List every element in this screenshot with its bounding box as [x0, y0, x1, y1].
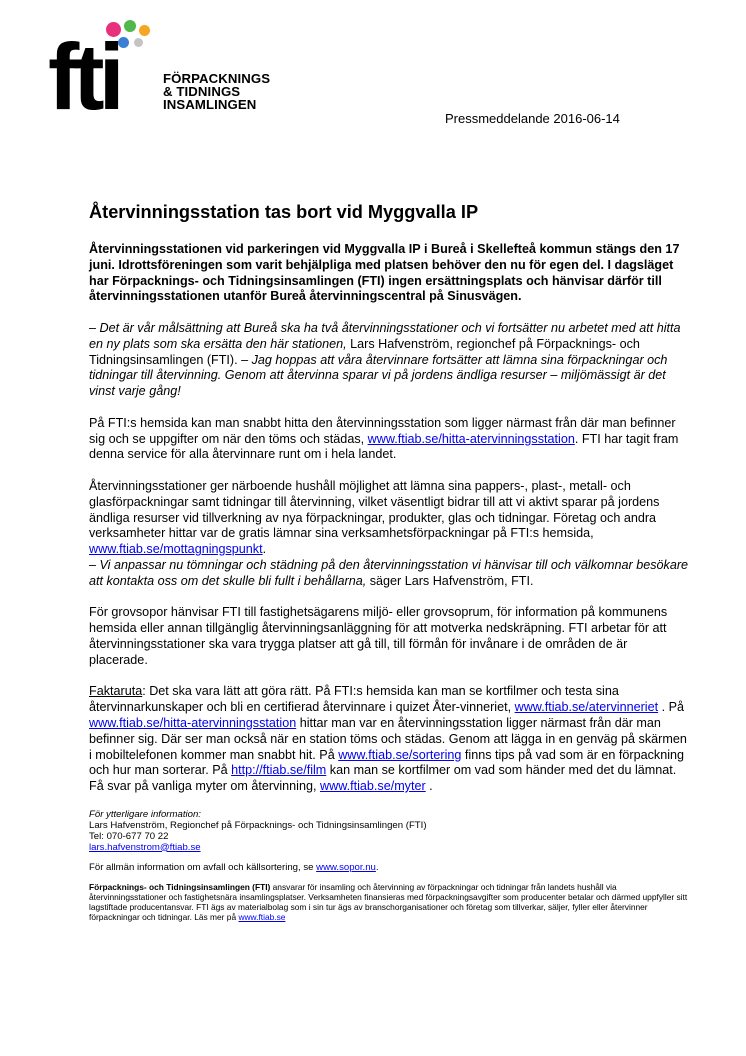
- logo-tagline-line: & TIDNINGS: [163, 84, 241, 99]
- logo-tagline-line: FÖRPACKNINGS: [163, 71, 271, 86]
- fact-box: [89, 684, 689, 795]
- fti-logo: [48, 16, 288, 129]
- paragraph-text: Lars Hafvenström, regionchef på Förpacknings- och Tidningsinsamlingen (FTI).: [89, 336, 640, 367]
- paragraph-text: På FTI:s hemsida kan man snabbt hitta den återvinningsstation som ligger närmast från där man befinner sig och se uppgifter om när den töms och städas,: [89, 415, 676, 446]
- logo-wordmark: fti: [48, 24, 119, 129]
- grovsopor-paragraph: För grovsopor hänvisar FTI till fastighetsägarens miljö- eller grovsoprum, för information på kommunens hemsida eller annan tillgänglig återvinningsanläggning för att motverka nedskräpning. FTI arbetar för att återvinningsstationer ska vara trygga platser att gå till, till förmån för invånare i de områden de är placerade.: [89, 605, 668, 667]
- about-fti: [89, 882, 689, 922]
- paragraph-text: finns tips på vad som är en förpackning och hur man sorterar. På: [89, 747, 685, 778]
- document-body: [89, 201, 689, 931]
- page-title: Återvinningsstation tas bort vid Myggvalla IP: [89, 202, 479, 222]
- contact-email-link[interactable]: lars.hafvenstrom@ftiab.se: [89, 841, 201, 853]
- hitta-station-link[interactable]: www.ftiab.se/hitta-atervinningsstation: [89, 715, 297, 730]
- film-link[interactable]: http://ftiab.se/film: [231, 763, 327, 778]
- logo-dot-orange: [139, 25, 150, 36]
- quote-text: – Vi anpassar nu tömningar och städning på den återvinningsstation vi hänvisar till och välkomnar besökare att kontakta oss om det skulle bli fullt i behållarna,: [89, 557, 689, 588]
- paragraph-text: . FTI har tagit fram denna service för alla återvinnare runt om i hela landet.: [89, 431, 679, 462]
- hitta-station-link[interactable]: www.ftiab.se/hitta-atervinningsstation: [367, 431, 575, 446]
- about-fti-name: Förpacknings- och Tidningsinsamlingen (FTI): [89, 881, 271, 892]
- paragraph-text: : Det ska vara lätt att göra rätt. På FTI:s hemsida kan man se kortfilmer och testa sina återvinnarkunskaper och bli en certifierad återvinnare i quizet Åter-vinneriet,: [89, 684, 619, 715]
- myter-link[interactable]: www.ftiab.se/myter: [320, 779, 426, 794]
- fact-box-label: Faktaruta: [89, 684, 143, 699]
- paragraph-text: För allmän information om avfall och källsortering, se: [89, 861, 317, 873]
- paragraph-text: säger Lars Hafvenström, FTI.: [366, 573, 534, 588]
- logo-tagline-line: INSAMLINGEN: [163, 97, 257, 112]
- logo-dot-blue: [118, 37, 129, 48]
- contact-block: [89, 809, 689, 853]
- paragraph-text: hittar man var en återvinningsstation ligger närmast från där man befinner sig. Där ser man också när en station töms och städas. Genom att lägga in en genväg på skärmen i mobiltelefonen kommer man snabbt hit. På: [89, 715, 687, 762]
- paragraph-text: Återvinningsstationer ger närboende hushåll möjlighet att lämna sina pappers-, plast-, metall- och glasförpackningar samt tidningar till återvinning, vilket väsentligt bidrar till att vi aktivt sparar på jordens ändliga resurser vid tillverkning av nya förpackningar, produkter, glas och tidningar. Företag och andra verksamheter hittar var de gratis lämnar sina verksamhetsförpackningar på FTI:s hemsida,: [89, 478, 660, 541]
- atervinneriet-link[interactable]: www.ftiab.se/atervinneriet: [514, 700, 659, 715]
- stations-paragraph: [89, 479, 689, 590]
- website-paragraph: [89, 416, 689, 463]
- quote-text: – Jag hoppas att våra återvinnare fortsätter att lämna sina förpackningar och tidningar till återvinning. Genom att återvinna sparar vi på jordens ändliga resurser – miljömässigt är det vinst varje gång!: [89, 352, 668, 399]
- press-release-date: Pressmeddelande 2016-06-14: [445, 111, 620, 126]
- sortering-link[interactable]: www.ftiab.se/sortering: [338, 747, 462, 762]
- general-info: [89, 862, 689, 873]
- sopor-link[interactable]: www.sopor.nu: [316, 861, 376, 873]
- contact-name: Lars Hafvenström, Regionchef på Förpacknings- och Tidningsinsamlingen (FTI): [89, 819, 427, 831]
- paragraph-text: .: [375, 861, 379, 873]
- logo-dot-grey: [134, 38, 143, 47]
- contact-heading: För ytterligare information:: [89, 808, 201, 820]
- paragraph-text: kan man se kortfilmer om vad som händer med det du lämnat. Få svar på vanliga myter om återvinning,: [89, 763, 677, 794]
- quote-text: – Det är vår målsättning att Bureå ska ha två återvinningsstationer och vi fortsätter nu arbetet med att hitta en ny plats som ska ersätta den här stationen,: [89, 320, 681, 351]
- logo-tagline: [163, 72, 270, 111]
- paragraph-text: . På: [658, 700, 685, 715]
- logo-dot-green: [124, 20, 136, 32]
- paragraph-text: ansvarar för insamling och återvinning av förpackningar och tidningar från landets hushåll via återvinningsstationer och fastighetsnära insamlingsplatser. Verksamheten finansieras med förpackningsavgifter som producenter betalar och därmed uppfyller sitt lagstiftade producentansvar. FTI ägs av materialbolag som i sin tur ägs av branschorganisationer och företag som tillverkar, säljer, fyller eller återvinner förpackningar och tidningar. Läs mer på: [89, 881, 688, 922]
- ftiab-link[interactable]: www.ftiab.se: [238, 911, 286, 922]
- lead-paragraph: Återvinningsstationen vid parkeringen vid Myggvalla IP i Bureå i Skellefteå kommun stängs den 17 juni. Idrottsföreningen som varit behjälpliga med platsen behöver den nu för egen del. I dagsläget har Förpacknings- och Tidningsinsamlingen (FTI) ingen ersättningsplats och hänvisar därför till återvinningsstationen utanför Bureå återvinningscentral på Sinusvägen.: [89, 242, 680, 304]
- contact-phone: Tel: 070-677 70 22: [89, 830, 169, 842]
- mottagningspunkt-link[interactable]: www.ftiab.se/mottagningspunkt: [89, 542, 263, 557]
- paragraph-text: .: [425, 779, 433, 794]
- paragraph-text: .: [262, 542, 267, 557]
- quote-paragraph: [89, 321, 689, 400]
- contact-section: [89, 809, 689, 922]
